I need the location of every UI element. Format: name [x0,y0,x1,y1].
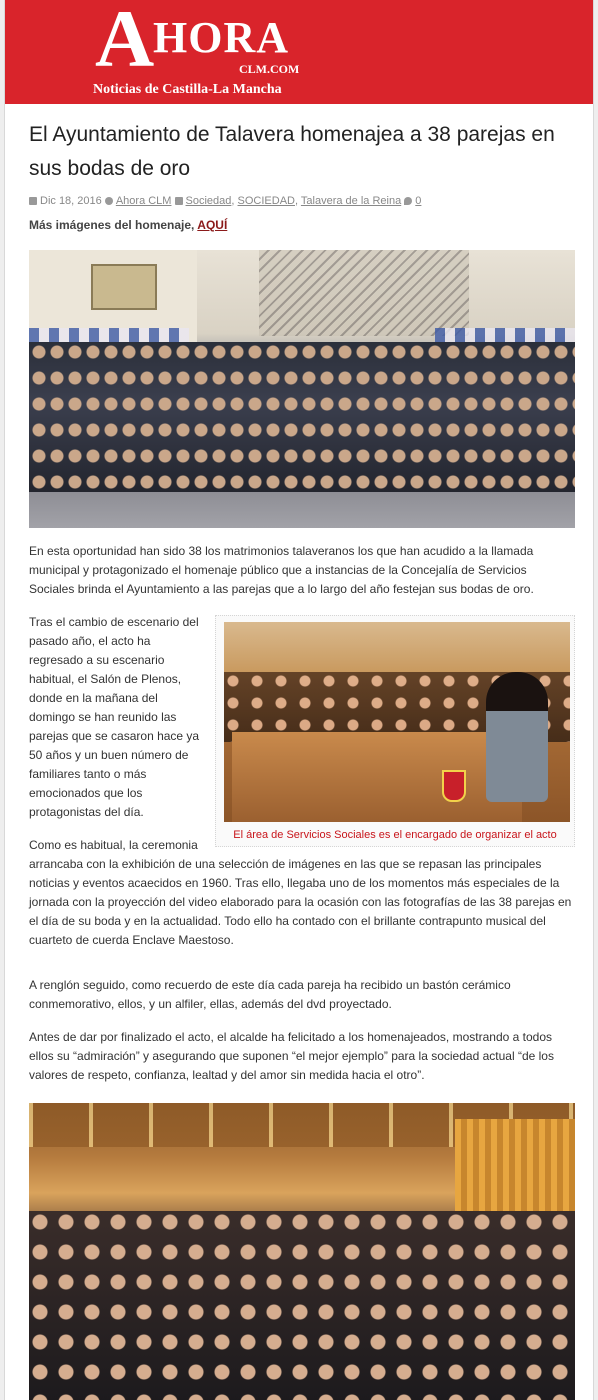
comment-icon [404,197,412,205]
paragraph-3: Como es habitual, la ceremonia arrancaba con la exhibición de una selección de imágenes en las que se repasan las principales noticias y eventos acaecidos en 1960. Tras ello, llegaba uno de los momentos más especiales de la jornada con la proyección del video elaborado para la ocasión con las fotografías de las 38 parejas en el día de su boda y en la actualidad. Todo ello ha contado con el brillante contrapunto musical del cuarteto de cuerda Enclave Maestoso. [29,838,572,947]
paragraph-5: Antes de dar por finalizado el acto, el alcalde ha felicitado a los homenajeados, mostrando a todos ellos su “admiración” y asegurando que suponen “el mejor ejemplo” para la sociedad actual “de los valores de respeto, confianza, lealtad y del amor sin medida hacia el otro”. [29,1030,554,1082]
logo-domain: CLM.COM [239,62,300,76]
site-header [5,0,593,104]
audience-photo [29,1103,575,1400]
inline-figure [215,615,575,847]
calendar-icon [29,197,37,205]
comments-count-link[interactable]: 0 [415,195,422,207]
more-images-line [29,218,575,232]
author-link[interactable]: Ahora CLM [115,195,172,207]
article [5,118,593,1400]
article-date: Dic 18, 2016 [40,195,102,207]
article-title: El Ayuntamiento de Talavera homenajea a 38 parejas en sus bodas de oro [29,123,555,180]
paragraph-1: En esta oportunidad han sido 38 los matrimonios talaveranos los que han acudido a la llamada municipal y protagonizado el homenaje público que a instancias de la Concejalía de Servicios Sociales brinda el Ayuntamiento a las parejas que a lo largo del año festejan sus bodas de oro. [29,544,534,596]
photo-podium [232,732,522,822]
group-photo [29,250,575,528]
logo-word: HORA [153,13,289,62]
user-icon [105,197,113,205]
plenary-hall-photo [224,622,570,822]
figure-caption: El área de Servicios Sociales es el encargado de organizar el acto [233,829,557,841]
site-tagline: Noticias de Castilla-La Mancha [93,82,282,97]
photo-crest [442,770,466,802]
article-meta: Dic 18, 2016 Ahora CLM Sociedad, SOCIEDAD, Talavera de la Reina 0 [29,194,575,208]
category-link-talavera[interactable]: Talavera de la Reina [300,195,402,207]
folder-icon [175,197,183,205]
photo-speaker [486,672,548,802]
photo-audience [29,1211,575,1400]
paragraph-2: Tras el cambio de escenario del pasado año, el acto ha regresado a su escenario habitual, el Salón de Plenos, donde en la mañana del domingo se han reunido las parejas que se casaron hace ya 50 años y un buen número de familiares tanto o más emocionados que los protagonistas del día. [29,615,200,819]
category-link-sociedad[interactable]: Sociedad [185,195,232,207]
logo-letter: A [95,0,153,84]
page [4,0,594,1400]
photo-floor [29,492,575,528]
photo-plaque [91,264,157,310]
more-images-link[interactable]: AQUÍ [197,218,228,232]
photo-couples-group [29,342,575,492]
paragraph-4: A renglón seguido, como recuerdo de este día cada pareja ha recibido un bastón cerámico conmemorativo, ellos, y un alfiler, ellas, además del dvd proyectado. [29,978,511,1011]
photo-stairs [259,250,469,336]
more-images-text: Más imágenes del homenaje, [29,218,195,232]
site-logo[interactable] [89,2,319,102]
category-link-sociedad-upper[interactable]: SOCIEDAD [237,195,295,207]
